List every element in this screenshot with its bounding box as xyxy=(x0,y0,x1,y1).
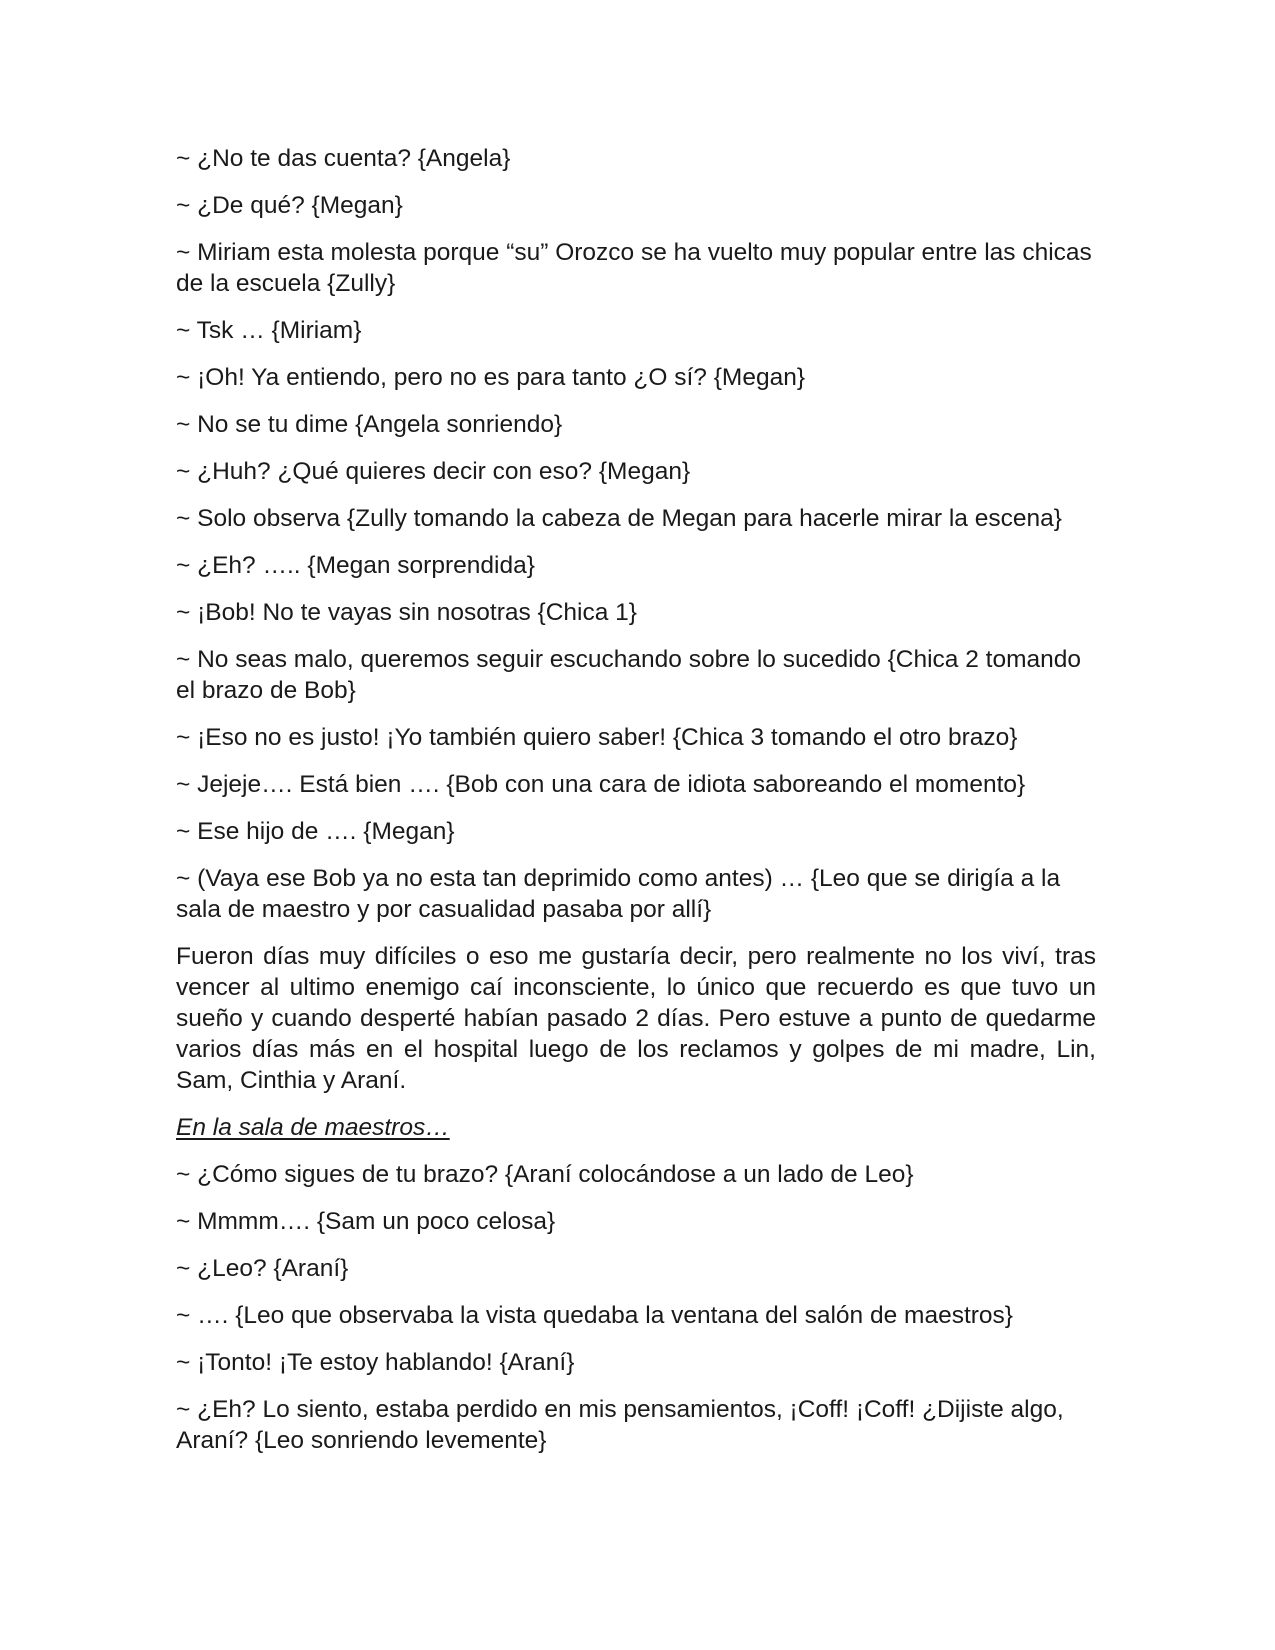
dialogue-line: ~ ¡Tonto! ¡Te estoy hablando! {Araní} xyxy=(176,1349,575,1376)
dialogue-line: ~ …. {Leo que observaba la vista quedaba la ventana del salón de maestros} xyxy=(176,1302,1013,1329)
dialogue-line: ~ Tsk … {Miriam} xyxy=(176,317,362,344)
dialogue-line: ~ Ese hijo de …. {Megan} xyxy=(176,818,455,845)
scene-heading: En la sala de maestros… xyxy=(176,1114,450,1141)
dialogue-line: ~ Jejeje…. Está bien …. {Bob con una cara de idiota saboreando el momento} xyxy=(176,771,1026,798)
dialogue-line: ~ ¿Cómo sigues de tu brazo? {Araní colocándose a un lado de Leo} xyxy=(176,1161,914,1188)
dialogue-line: ~ ¡Oh! Ya entiendo, pero no es para tanto ¿O sí? {Megan} xyxy=(176,364,806,391)
dialogue-line: ~ ¡Eso no es justo! ¡Yo también quiero saber! {Chica 3 tomando el otro brazo} xyxy=(176,724,1018,751)
dialogue-line: ~ Solo observa {Zully tomando la cabeza de Megan para hacerle mirar la escena} xyxy=(176,505,1062,532)
dialogue-line: ~ ¿Leo? {Araní} xyxy=(176,1255,349,1282)
dialogue-line: ~ ¿Eh? Lo siento, estaba perdido en mis pensamientos, ¡Coff! ¡Coff! ¿Dijiste algo, Araní? {Leo sonriendo levemente} xyxy=(176,1396,1064,1454)
dialogue-line: ~ ¿No te das cuenta? {Angela} xyxy=(176,145,511,172)
narrative-paragraph: Fueron días muy difíciles o eso me gustaría decir, pero realmente no los viví, tras vencer al ultimo enemigo caí inconsciente, lo único que recuerdo es que tuvo un sueño y cuando desperté habían pasado 2 días. Pero estuve a punto de quedarme varios días más en el hospital luego de los reclamos y golpes de mi madre, Lin, Sam, Cinthia y Araní. xyxy=(176,943,1096,1094)
dialogue-line: ~ ¡Bob! No te vayas sin nosotras {Chica 1} xyxy=(176,599,637,626)
dialogue-line: ~ No se tu dime {Angela sonriendo} xyxy=(176,411,563,438)
dialogue-line: ~ Miriam esta molesta porque “su” Orozco se ha vuelto muy popular entre las chicas de la escuela {Zully} xyxy=(176,239,1092,297)
dialogue-line: ~ ¿Huh? ¿Qué quieres decir con eso? {Megan} xyxy=(176,458,691,485)
dialogue-line: ~ ¿Eh? ….. {Megan sorprendida} xyxy=(176,552,535,579)
document-body xyxy=(176,143,1096,1472)
dialogue-line: ~ ¿De qué? {Megan} xyxy=(176,192,403,219)
dialogue-line: ~ Mmmm…. {Sam un poco celosa} xyxy=(176,1208,556,1235)
dialogue-line: ~ (Vaya ese Bob ya no esta tan deprimido como antes) … {Leo que se dirigía a la sala de maestro y por casualidad pasaba por allí} xyxy=(176,865,1061,923)
dialogue-line: ~ No seas malo, queremos seguir escuchando sobre lo sucedido {Chica 2 tomando el brazo de Bob} xyxy=(176,646,1081,704)
